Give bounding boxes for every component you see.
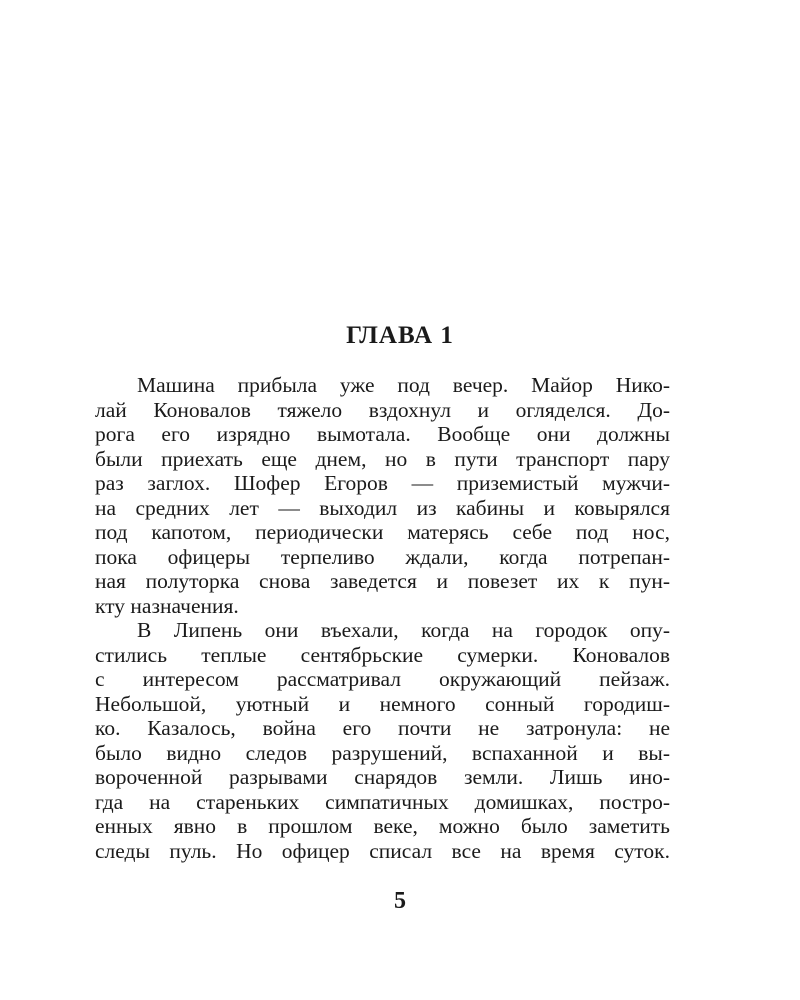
text-line: было видно следов разрушений, вспаханной и вы- — [95, 740, 670, 765]
body-text — [95, 373, 670, 863]
text-line: на средних лет — выходил из кабины и ковырялся — [95, 495, 670, 520]
text-line: кту назначения. — [95, 593, 239, 618]
text-line: ная полуторка снова заведется и повезет их к пун- — [95, 569, 670, 593]
paragraph-1 — [95, 373, 670, 618]
chapter-title: ГЛАВА 1 — [346, 322, 454, 349]
text-line: пока офицеры терпеливо ждали, когда потрепан- — [95, 544, 670, 569]
text-line: енных явно в прошлом веке, можно было заметить — [95, 814, 670, 838]
text-line: под капотом, периодически матерясь себе под нос, — [95, 520, 670, 544]
text-line: с интересом рассматривал окружающий пейзаж. — [95, 667, 670, 691]
text-line: Небольшой, уютный и немного сонный городиш- — [95, 691, 670, 716]
text-line: были приехать еще днем, но в пути транспорт пару — [95, 446, 670, 471]
text-line: В Липень они въехали, когда на городок опу- — [137, 618, 670, 642]
text-line: раз заглох. Шофер Егоров — приземистый мужчи- — [95, 471, 670, 495]
text-line: гда на стареньких симпатичных домишках, постро- — [95, 789, 670, 814]
text-line: вороченной разрывами снарядов земли. Лишь ино- — [95, 765, 670, 789]
text-line: стились теплые сентябрьские сумерки. Коновалов — [95, 642, 670, 667]
paragraph-2 — [95, 618, 670, 863]
text-line: следы пуль. Но офицер списал все на время суток. — [95, 838, 670, 863]
text-line: рога его изрядно вымотала. Вообще они должны — [95, 422, 670, 446]
text-line: ко. Казалось, война его почти не затронула: не — [95, 716, 670, 740]
page-number: 5 — [394, 888, 406, 914]
text-line: лай Коновалов тяжело вздохнул и огляделся. До- — [95, 397, 670, 422]
text-line: Машина прибыла уже под вечер. Майор Нико- — [137, 373, 670, 397]
